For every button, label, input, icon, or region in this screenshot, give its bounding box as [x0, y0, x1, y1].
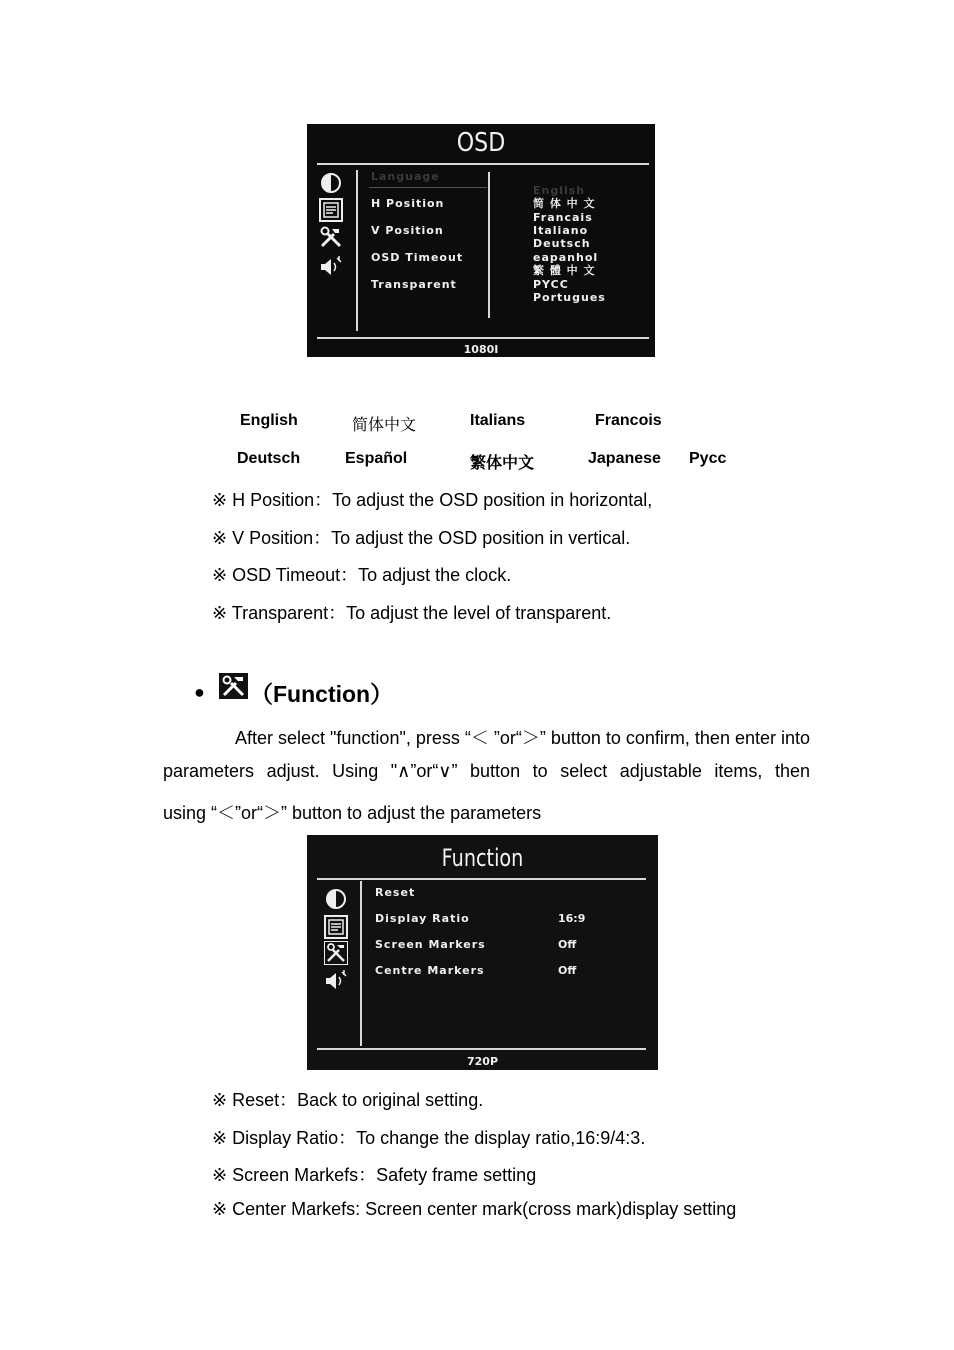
function-note: ※ Screen Markefs：Safety frame setting [212, 1165, 537, 1185]
function-item-reset: Reset [375, 886, 416, 899]
function-item-screen-markers: Screen Markers [375, 938, 486, 951]
osd-icon-divider [356, 170, 358, 331]
osd-lang-option: PYCC [533, 278, 569, 291]
osd-menu-icon [324, 915, 348, 939]
language-list-item: English [240, 412, 298, 429]
function-title: Function [441, 844, 524, 872]
function-title-divider [317, 878, 646, 880]
osd-lang-option: Portugues [533, 291, 606, 304]
function-resolution-footer: 720P [466, 1055, 499, 1068]
osd-lang-option: 简 体 中 文 [533, 197, 596, 210]
section-bullet: ● [194, 682, 205, 702]
osd-note: ※ Transparent：To adjust the level of transparent. [212, 603, 612, 623]
osd-lang-option: Italiano [533, 224, 589, 237]
language-list-item: 繁体中文 [470, 455, 535, 472]
function-tools-icon [324, 941, 348, 965]
osd-lang-option: eapanhol [533, 251, 599, 264]
osd-menu-icon [319, 198, 343, 222]
function-note: ※ Display Ratio：To change the display ratio,16:9/4:3. [212, 1128, 646, 1148]
osd-menu-screenshot [307, 124, 655, 357]
function-tools-icon [319, 225, 343, 249]
osd-lang-option: Francais [533, 211, 593, 224]
function-tools-icon [219, 673, 248, 699]
osd-note: ※ OSD Timeout：To adjust the clock. [212, 565, 512, 585]
function-heading: （Function） [250, 681, 394, 707]
function-footer-divider [317, 1048, 646, 1050]
osd-menu-item-transparent: Transparent [371, 278, 457, 291]
function-value-screen-markers: Off [558, 938, 577, 951]
osd-note: ※ V Position：To adjust the OSD position in vertical. [212, 528, 631, 548]
osd-menu-item-osd-timeout: OSD Timeout [371, 251, 464, 264]
function-note: ※ Reset：Back to original setting. [212, 1090, 484, 1110]
function-value-display-ratio: 16:9 [558, 912, 586, 925]
language-list-item: Español [345, 450, 408, 467]
speaker-icon [319, 255, 343, 279]
function-value-centre-markers: Off [558, 964, 577, 977]
function-paragraph-line: parameters adjust. Using "∧”or“∨” button to select adjustable items, then [163, 761, 810, 781]
osd-lang-option: English [533, 184, 586, 197]
osd-resolution-footer: 1080I [463, 343, 499, 356]
osd-title-divider [317, 163, 649, 165]
contrast-icon [324, 887, 348, 911]
language-list-item: 简体中文 [352, 417, 417, 434]
osd-note: ※ H Position：To adjust the OSD position in horizontal, [212, 490, 653, 510]
speaker-icon [324, 969, 348, 993]
function-item-display-ratio: Display Ratio [375, 912, 470, 925]
function-icon-divider [360, 881, 362, 1046]
function-item-centre-markers: Centre Markers [375, 964, 485, 977]
language-list-item: Pycc [689, 450, 727, 467]
osd-title: OSD [456, 128, 506, 158]
language-list-item: Italians [470, 412, 526, 429]
osd-lang-option: 繁 體 中 文 [533, 264, 596, 277]
function-paragraph-line: After select "function", press “＜ ”or“＞” button to confirm, then enter into [234, 728, 810, 748]
osd-menu-item-h-position: H Position [371, 197, 445, 210]
osd-column-divider [488, 172, 490, 318]
language-list-item: Deutsch [237, 450, 301, 467]
osd-lang-option: Deutsch [533, 237, 591, 250]
contrast-icon [319, 171, 343, 195]
osd-footer-divider [317, 337, 649, 339]
osd-menu-item-v-position: V Position [371, 224, 444, 237]
osd-menu-item-language: Language [371, 170, 440, 183]
language-list-item: Francois [595, 412, 662, 429]
osd-menu-highlight-line [369, 187, 487, 188]
function-menu-screenshot [307, 835, 658, 1070]
language-list-item: Japanese [588, 450, 661, 467]
function-paragraph-line: using “＜”or“＞” button to adjust the parameters [163, 803, 542, 823]
function-note: ※ Center Markefs: Screen center mark(cross mark)display setting [212, 1199, 737, 1219]
